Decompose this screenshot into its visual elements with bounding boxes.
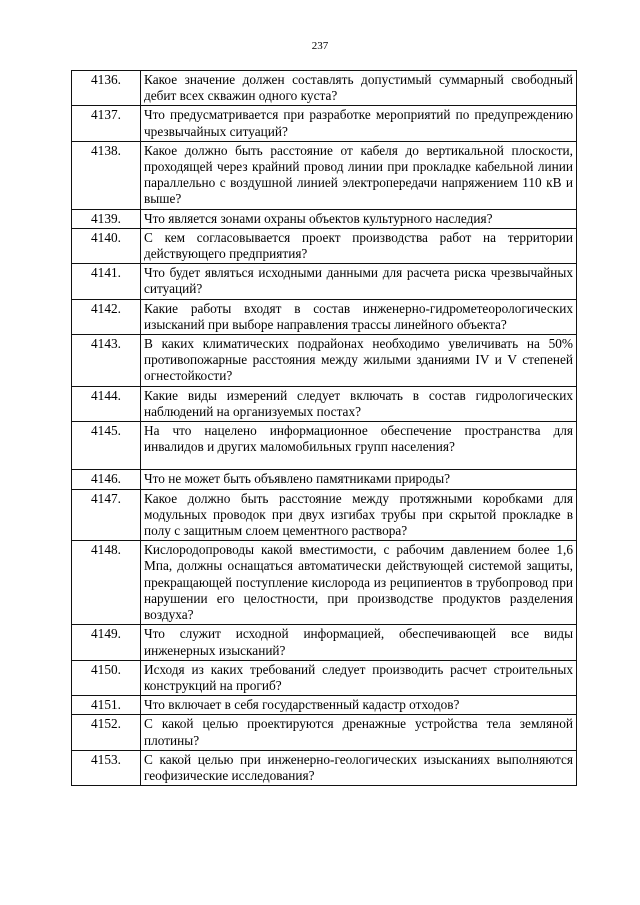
table-row — [72, 386, 577, 421]
table-row — [72, 335, 577, 387]
question-number: 4146. — [72, 470, 141, 489]
question-number: 4152. — [72, 715, 141, 750]
question-number: 4145. — [72, 422, 141, 470]
question-number: 4148. — [72, 541, 141, 625]
question-text: Исходя из каких требований следует производить расчет строительных конструкций на прогиб? — [141, 660, 577, 695]
table-row — [72, 141, 577, 209]
question-text: С какой целью при инженерно-геологических изысканиях выполняются геофизические исследования? — [141, 750, 577, 785]
question-number: 4151. — [72, 696, 141, 715]
table-row — [72, 228, 577, 263]
question-text: Что не может быть объявлено памятниками природы? — [141, 470, 577, 489]
page-number: 237 — [311, 40, 329, 52]
question-number: 4142. — [72, 299, 141, 334]
question-text: Кислородопроводы какой вместимости, с рабочим давлением более 1,6 Мпа, должны оснащаться автоматически действующей системой защиты, прекращающей поступление кислорода из реципиентов в трубопровод при нарушении его целостности, при производстве продуктов разделения воздуха? — [141, 541, 577, 625]
question-number: 4149. — [72, 625, 141, 660]
table-row — [72, 696, 577, 715]
question-number: 4144. — [72, 386, 141, 421]
question-text: В каких климатических подрайонах необходимо увеличивать на 50% противопожарные расстояния между жилыми зданиями IV и V степеней огнестойкости? — [141, 335, 577, 387]
table-row — [72, 715, 577, 750]
table-row — [72, 660, 577, 695]
question-number: 4147. — [72, 489, 141, 541]
question-text: Что является зонами охраны объектов культурного наследия? — [141, 209, 577, 228]
table-row — [72, 541, 577, 625]
table-row — [72, 750, 577, 785]
question-text: Какие виды измерений следует включать в состав гидрологических наблюдений на организуемых постах? — [141, 386, 577, 421]
question-number: 4137. — [72, 106, 141, 141]
question-text: Какое должно быть расстояние от кабеля до вертикальной плоскости, проходящей через крайний провод линии при прокладке кабельной линии параллельно с воздушной линией электропередачи напряжением 110 кВ и выше? — [141, 141, 577, 209]
question-text: Какое значение должен составлять допустимый суммарный свободный дебит всех скважин одного куста? — [141, 71, 577, 106]
table-row — [72, 106, 577, 141]
questions-table — [71, 70, 577, 786]
question-text: Какое должно быть расстояние между протяжными коробками для модульных проводок при двух изгибах трубы при скрытой прокладке в полу с защитным слоем цементного раствора? — [141, 489, 577, 541]
question-number: 4136. — [72, 71, 141, 106]
question-number: 4150. — [72, 660, 141, 695]
question-text: На что нацелено информационное обеспечение пространства для инвалидов и других маломобильных групп населения? — [141, 422, 577, 470]
question-number: 4143. — [72, 335, 141, 387]
question-number: 4138. — [72, 141, 141, 209]
table-row — [72, 470, 577, 489]
table-row — [72, 489, 577, 541]
question-text: Какие работы входят в состав инженерно-гидрометеорологических изысканий при выборе направления трассы линейного объекта? — [141, 299, 577, 334]
question-number: 4153. — [72, 750, 141, 785]
table-row — [72, 209, 577, 228]
question-text: Что служит исходной информацией, обеспечивающей все виды инженерных изысканий? — [141, 625, 577, 660]
question-number: 4140. — [72, 228, 141, 263]
question-text: Что предусматривается при разработке мероприятий по предупреждению чрезвычайных ситуаций? — [141, 106, 577, 141]
table-row — [72, 71, 577, 106]
question-number: 4141. — [72, 264, 141, 299]
table-row — [72, 625, 577, 660]
question-text: Что будет являться исходными данными для расчета риска чрезвычайных ситуаций? — [141, 264, 577, 299]
question-number: 4139. — [72, 209, 141, 228]
question-text: С какой целью проектируются дренажные устройства тела земляной плотины? — [141, 715, 577, 750]
question-text: С кем согласовывается проект производства работ на территории действующего предприятия? — [141, 228, 577, 263]
table-row — [72, 422, 577, 470]
question-text: Что включает в себя государственный кадастр отходов? — [141, 696, 577, 715]
table-row — [72, 299, 577, 334]
table-row — [72, 264, 577, 299]
